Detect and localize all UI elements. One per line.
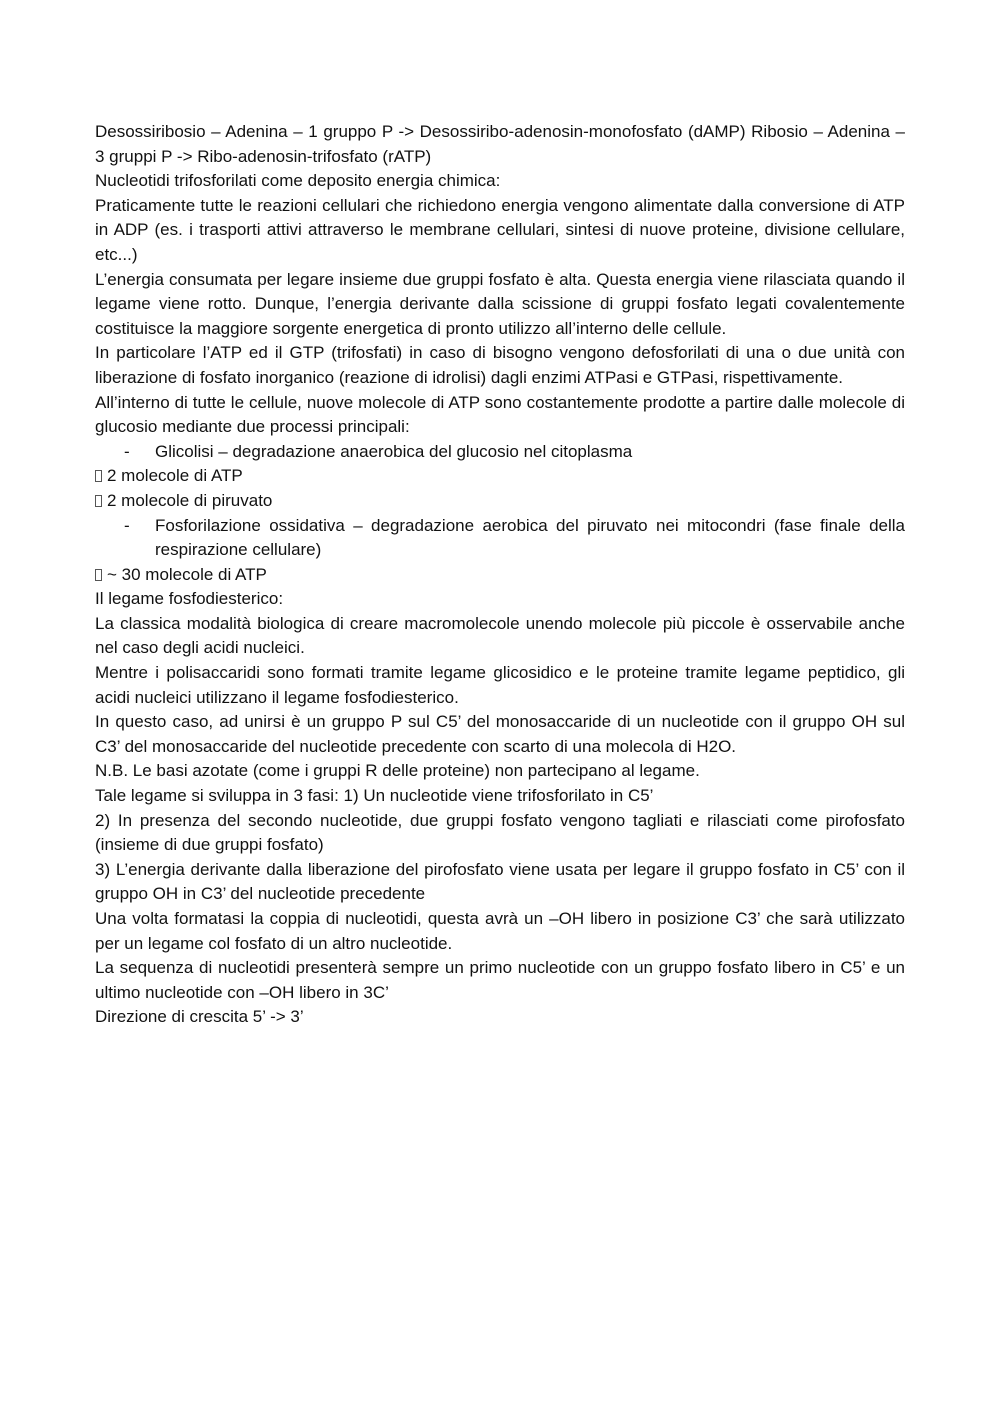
paragraph-nucleotide-examples: Desossiribosio – Adenina – 1 gruppo P -> Desossiribo-adenosin-monofosfato (dAMP) Ribosio – Adenina – 3 gruppi P -> Ribo-adenosin-trifosfato (rATP) (95, 122, 905, 166)
paragraph-fase-2: 2) In presenza del secondo nucleotide, due gruppi fosfato vengono tagliati e rilasciati come pirofosfato (insieme di due gruppi fosfato) (95, 810, 905, 855)
result-text: 2 molecole di piruvato (107, 490, 273, 510)
heading-legame-fosfodiesterico: Il legame fosfodiesterico: (95, 589, 284, 609)
paragraph-macromolecole: La classica modalità biologica di creare macromolecole unendo molecole più piccole è osservabile anche nel caso degli acidi nucleici. (95, 613, 905, 658)
paragraph-coppia-nucleotidi: Una volta formatasi la coppia di nucleotidi, questa avrà un –OH libero in posizione C3’ che sarà utilizzato per un legame col fosfato di un altro nucleotide. (95, 909, 905, 953)
result-line-30-atp (95, 563, 905, 588)
paragraph-energia-legame: L’energia consumata per legare insieme due gruppi fosfato è alta. Questa energia viene rilasciata quando il legame viene rotto. Dunque, l’energia derivante dalla scissione di gruppi fosfato legati covalentemente costituisce la maggiore sorgente energetica di pronto utilizzo all’interno delle cellule. (95, 269, 905, 338)
bullet-dash: - (124, 515, 130, 535)
result-line-piruvato (95, 489, 905, 514)
missing-glyph-box-icon (95, 495, 102, 507)
bullet-dash: - (124, 441, 130, 461)
result-text: 2 molecole di ATP (107, 466, 243, 486)
missing-glyph-box-icon (95, 470, 102, 482)
heading-trifosforilati: Nucleotidi trifosforilati come deposito energia chimica: (95, 171, 501, 191)
document-page (95, 120, 905, 1030)
missing-glyph-box-icon (95, 569, 102, 581)
paragraph-sequenza: La sequenza di nucleotidi presenterà sempre un primo nucleotide con un gruppo fosfato libero in C5’ e un ultimo nucleotide con –OH libero in 3C’ (95, 958, 905, 1002)
bullet-text: Fosforilazione ossidativa – degradazione aerobica del piruvato nei mitocondri (fase finale della respirazione cellulare) (155, 515, 905, 560)
paragraph-fase-3: 3) L’energia derivante dalla liberazione del pirofosfato viene usata per legare il gruppo fosfato in C5’ con il gruppo OH in C3’ del nucleotide precedente (95, 859, 905, 904)
paragraph-nb-basi: N.B. Le basi azotate (come i gruppi R delle proteine) non partecipano al legame. (95, 761, 700, 781)
result-line-atp (95, 464, 905, 489)
paragraph-atp-adp: Praticamente tutte le reazioni cellulari che richiedono energia vengono alimentate dalla conversione di ATP in ADP (es. i trasporti attivi attraverso le membrane cellulari, sintesi di nuove proteine, divisione cellulare, etc...) (95, 195, 905, 264)
paragraph-atp-gtp: In particolare l’ATP ed il GTP (trifosfati) in caso di bisogno vengono defosforilati di una o due unità con liberazione di fosfato inorganico (reazione di idrolisi) dagli enzimi ATPasi e GTPasi, rispettivamente. (95, 343, 905, 387)
result-text: ~ 30 molecole di ATP (107, 564, 267, 584)
paragraph-gruppo-p: In questo caso, ad unirsi è un gruppo P sul C5’ del monosaccaride di un nucleotide con il gruppo OH sul C3’ del monosaccaride del nucleotide precedente con scarto di una molecola di H2O. (95, 712, 905, 756)
paragraph-produzione-atp: All’interno di tutte le cellule, nuove molecole di ATP sono costantemente prodotte a partire dalle molecole di glucosio mediante due processi principali: (95, 392, 905, 437)
list-item-glicolisi (95, 440, 905, 465)
bullet-text: Glicolisi – degradazione anaerobica del glucosio nel citoplasma (155, 441, 633, 461)
paragraph-fase-1: Tale legame si sviluppa in 3 fasi: 1) Un nucleotide viene trifosforilato in C5’ (95, 786, 654, 806)
paragraph-polisaccaridi: Mentre i polisaccaridi sono formati tramite legame glicosidico e le proteine tramite legame peptidico, gli acidi nucleici utilizzano il legame fosfodiesterico. (95, 663, 905, 707)
paragraph-direzione: Direzione di crescita 5’ -> 3’ (95, 1007, 304, 1027)
list-item-fosforilazione (95, 514, 905, 563)
